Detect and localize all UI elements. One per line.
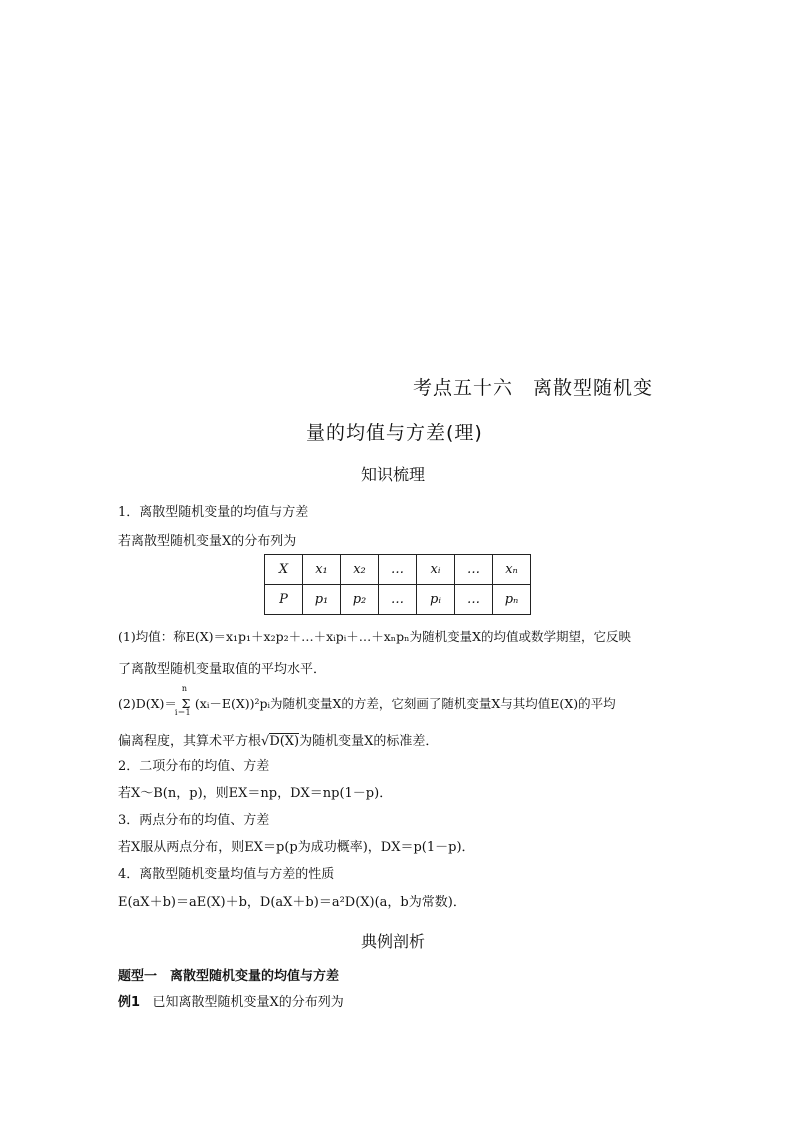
section-heading-knowledge: 知识梳理 [361,465,426,484]
summation-symbol [174,684,195,717]
table-cell: X [265,555,303,585]
page-title-line1: 考点五十六 离散型随机变 [413,377,654,399]
table-cell: pᵢ [417,585,455,615]
item4-text: E(aX＋b)＝aE(X)＋b，D(aX＋b)＝a²D(X)(a，b为常数)． [118,895,466,910]
item4-heading: 4．离散型随机变量均值与方差的性质 [118,867,335,882]
variance-definition-line2: 偏离程度，其算术平方根√D(X)为随机变量X的标准差． [118,734,439,749]
table-cell: … [455,585,493,615]
table-cell: p₁ [303,585,341,615]
variance-definition-line1 [118,684,616,717]
sqrt-radicand: D(X) [269,734,300,749]
variance-prefix: (2)D(X)＝ [118,696,177,711]
item2-heading: 2．二项分布的均值、方差 [118,759,270,774]
summation-upper: n [181,684,188,693]
std-suffix: 为随机变量X的标准差． [299,734,439,749]
table-cell: xₙ [493,555,531,585]
item1-intro: 若离散型随机变量X的分布列为 [118,534,297,549]
table-row [265,585,531,615]
table-cell: … [455,555,493,585]
item2-text: 若X～B(n，p)，则EX＝np，DX＝np(1－p)． [118,786,393,801]
item3-heading: 3．两点分布的均值、方差 [118,813,270,828]
mean-definition-line1: (1)均值：称E(X)＝x₁p₁＋x₂p₂＋…＋xᵢpᵢ＋…＋xₙpₙ为随机变量X的均值或数学期望，它反映 [118,629,631,644]
table-cell: p₂ [341,585,379,615]
section-heading-examples: 典例剖析 [361,932,426,951]
table-cell: … [379,585,417,615]
example1-text: 已知离散型随机变量X的分布列为 [152,995,344,1010]
page-title-line2: 量的均值与方差(理) [306,422,483,444]
distribution-table [264,554,531,615]
table-cell: x₁ [303,555,341,585]
item1-heading: 1．离散型随机变量的均值与方差 [118,505,309,520]
problem-type-heading: 题型一 离散型随机变量的均值与方差 [118,969,340,984]
table-row [265,555,531,585]
variance-suffix: (xᵢ－E(X))²pᵢ为随机变量X的方差，它刻画了随机变量X与其均值E(X)的平均 [194,696,616,711]
item3-text: 若X服从两点分布，则EX＝p(p为成功概率)，DX＝p(1－p)． [118,840,475,855]
table-cell: pₙ [493,585,531,615]
table-cell: x₂ [341,555,379,585]
table-cell: P [265,585,303,615]
summation-sigma: Σ [181,696,191,711]
table-cell: … [379,555,417,585]
mean-definition-line2: 了离散型随机变量取值的平均水平． [118,662,327,677]
summation-lower: i＝1 [174,708,191,717]
example1-label: 例1 [118,995,141,1010]
example1 [118,991,344,1010]
std-prefix: 偏离程度，其算术平方根 [118,734,262,749]
table-cell: xᵢ [417,555,455,585]
